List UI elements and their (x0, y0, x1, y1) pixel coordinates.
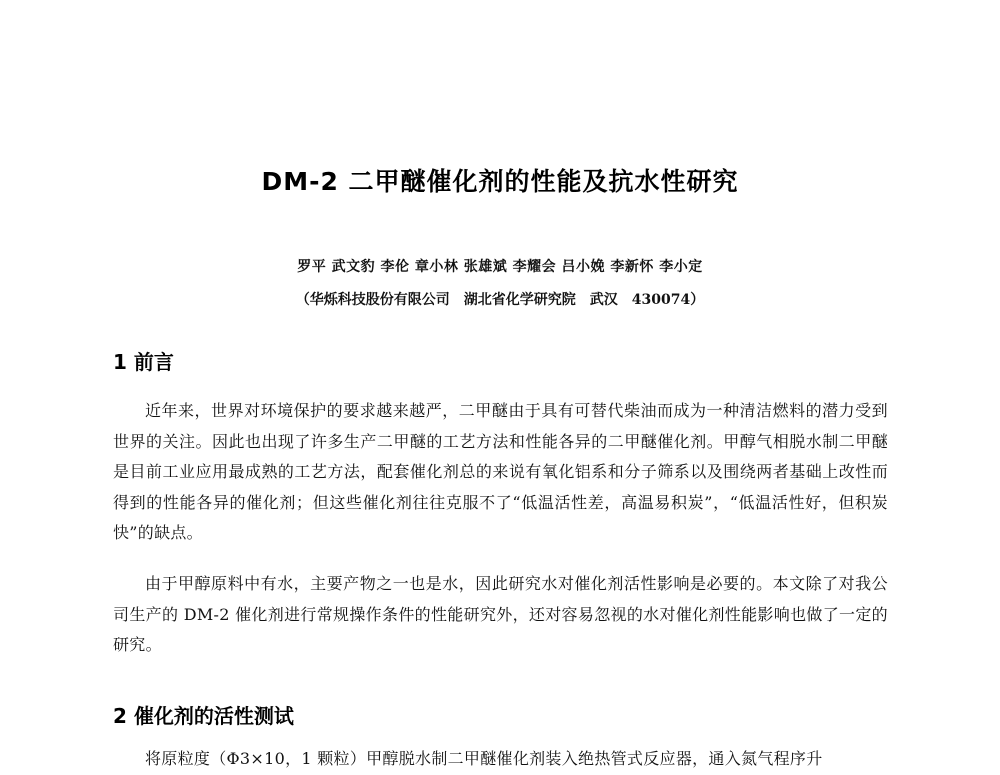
section-heading-introduction: 1 前言 (113, 350, 174, 374)
author-list: 罗平 武文豹 李伦 章小林 张雄斌 李耀会 吕小娩 李新怀 李小定 (297, 259, 703, 275)
section-heading-activity-test: 2 催化剂的活性测试 (113, 704, 294, 728)
activity-test-paragraph-1: 将原粒度（Φ3×10，1 颗粒）甲醇脱水制二甲醚催化剂装入绝热管式反应器，通入氮气程序升 (145, 749, 823, 768)
intro-paragraph-2: 由于甲醇原料中有水，主要产物之一也是水，因此研究水对催化剂活性影响是必要的。本文除了对我公司生产的 DM-2 催化剂进行常规操作条件的性能研究外，还对容易忽视的水对催化剂性能影响也做了一定的研究。 (113, 574, 888, 654)
intro-paragraph-1: 近年来，世界对环境保护的要求越来越严，二甲醚由于具有可替代柴油而成为一种清洁燃料的潜力受到世界的关注。因此也出现了许多生产二甲醚的工艺方法和性能各异的二甲醚催化剂。甲醇气相脱水制二甲醚是目前工业应用最成熟的工艺方法，配套催化剂总的来说有氧化铝系和分子筛系以及围绕两者基础上改性而得到的性能各异的催化剂；但这些催化剂往往克服不了“低温活性差，高温易积炭”，“低温活性好，但积炭快”的缺点。 (113, 401, 888, 542)
affiliation: （华烁科技股份有限公司 湖北省化学研究院 武汉 430074） (295, 292, 705, 308)
paper-title: DM-2 二甲醚催化剂的性能及抗水性研究 (261, 167, 739, 196)
